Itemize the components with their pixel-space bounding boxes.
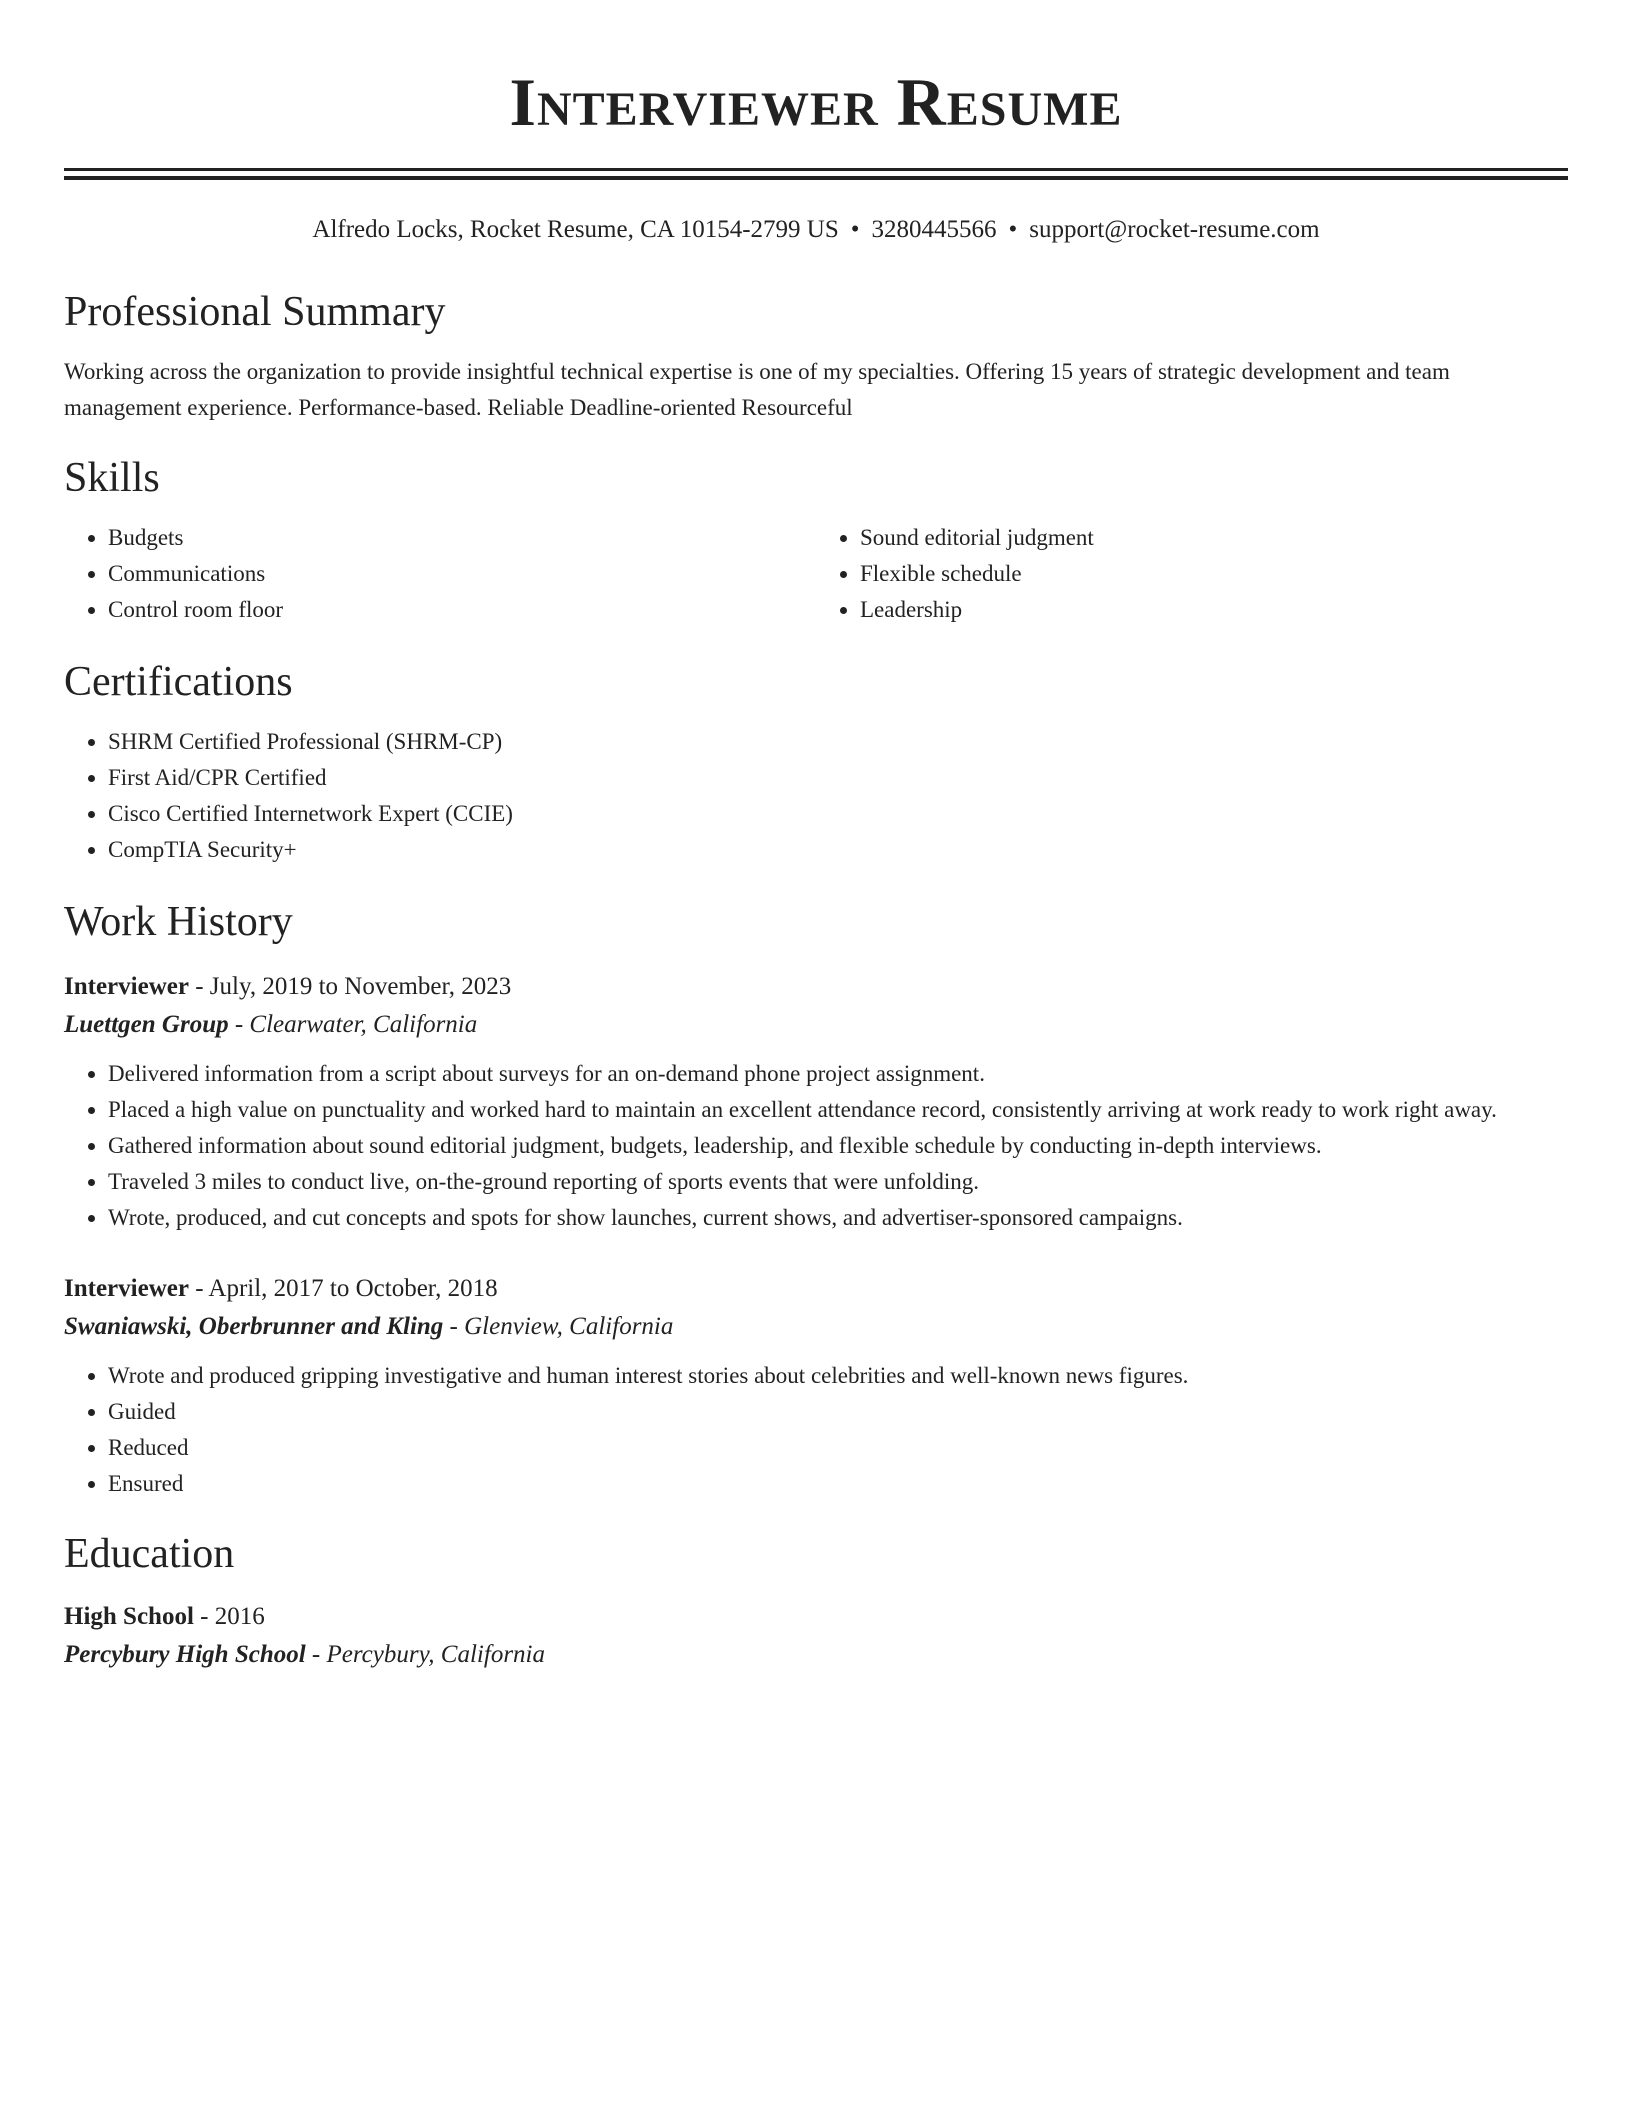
summary-heading: Professional Summary xyxy=(64,289,446,335)
education-degree: High School xyxy=(64,1603,194,1630)
job-bullet: • Ensured xyxy=(108,1466,1568,1502)
education-degree-line xyxy=(64,1598,1568,1636)
job-bullet: • Delivered information from a script about surveys for an on-demand phone project assignment. xyxy=(108,1056,1568,1092)
job-entry xyxy=(64,968,1568,1236)
skills-column-left xyxy=(64,520,816,628)
skills-list xyxy=(64,520,1568,628)
job-location: - Clearwater, California xyxy=(228,1011,478,1038)
job-bullet: • Reduced xyxy=(108,1430,1568,1466)
skills-heading: Skills xyxy=(64,455,160,501)
education-heading: Education xyxy=(64,1531,235,1577)
job-bullet: • Wrote and produced gripping investigative and human interest stories about celebrities and well-known news figures. xyxy=(108,1358,1568,1394)
job-dates: - April, 2017 to October, 2018 xyxy=(188,1275,498,1302)
contact-phone: 3280445566 xyxy=(871,216,997,243)
skill-item: • Communications xyxy=(108,556,816,592)
certifications-heading: Certifications xyxy=(64,659,293,705)
job-title-line xyxy=(64,1270,1568,1308)
job-bullet: • Guided xyxy=(108,1394,1568,1430)
job-bullet: • Traveled 3 miles to conduct live, on-the-ground reporting of sports events that were unfolding. xyxy=(108,1164,1568,1200)
skill-item: • Budgets xyxy=(108,520,816,556)
title-divider xyxy=(64,168,1568,180)
education-school: Percybury High School xyxy=(64,1641,306,1668)
job-dates: - July, 2019 to November, 2023 xyxy=(188,973,512,1000)
job-bullets xyxy=(64,1056,1568,1236)
skill-item: • Leadership xyxy=(860,592,1568,628)
skill-item: • Sound editorial judgment xyxy=(860,520,1568,556)
job-bullet: • Gathered information about sound editorial judgment, budgets, leadership, and flexible schedule by conducting in-depth interviews. xyxy=(108,1128,1568,1164)
job-title: Interviewer xyxy=(64,973,189,1000)
education-entry xyxy=(64,1598,1568,1674)
certification-item: • Cisco Certified Internetwork Expert (CCIE) xyxy=(108,796,1568,832)
contact-separator: • xyxy=(1008,216,1018,243)
contact-line xyxy=(64,214,1568,246)
education-location: - Percybury, California xyxy=(305,1641,545,1668)
job-title-line xyxy=(64,968,1568,1006)
job-company-line xyxy=(64,1006,1568,1044)
job-company: Swaniawski, Oberbrunner and Kling xyxy=(64,1313,444,1340)
job-location: - Glenview, California xyxy=(443,1313,674,1340)
job-company-line xyxy=(64,1308,1568,1346)
job-title: Interviewer xyxy=(64,1275,189,1302)
skill-item: • Flexible schedule xyxy=(860,556,1568,592)
education-year: - 2016 xyxy=(193,1603,265,1630)
certifications-list xyxy=(64,724,1568,868)
job-company: Luettgen Group xyxy=(64,1011,229,1038)
job-bullets xyxy=(64,1358,1568,1502)
job-bullet: • Wrote, produced, and cut concepts and spots for show launches, current shows, and advertiser-sponsored campaigns. xyxy=(108,1200,1568,1236)
summary-text: Working across the organization to provide insightful technical expertise is one of my specialties. Offering 15 years of strategic development and team management experience. Performance-based. Reliable Deadline-oriented Resourceful xyxy=(64,359,1450,420)
education-school-line xyxy=(64,1636,1568,1674)
certification-item: • First Aid/CPR Certified xyxy=(108,760,1568,796)
contact-separator: • xyxy=(850,216,860,243)
job-bullet: • Placed a high value on punctuality and worked hard to maintain an excellent attendance record, consistently arriving at work ready to work right away. xyxy=(108,1092,1568,1128)
contact-address: Alfredo Locks, Rocket Resume, CA 10154-2799 US xyxy=(312,216,839,243)
certification-item: • SHRM Certified Professional (SHRM-CP) xyxy=(108,724,1568,760)
skill-item: • Control room floor xyxy=(108,592,816,628)
page-title: Interviewer Resume xyxy=(509,64,1123,140)
job-entry xyxy=(64,1270,1568,1502)
contact-email: support@rocket-resume.com xyxy=(1029,216,1320,243)
skills-column-right xyxy=(816,520,1568,628)
work-history-heading: Work History xyxy=(64,899,293,945)
certification-item: • CompTIA Security+ xyxy=(108,832,1568,868)
